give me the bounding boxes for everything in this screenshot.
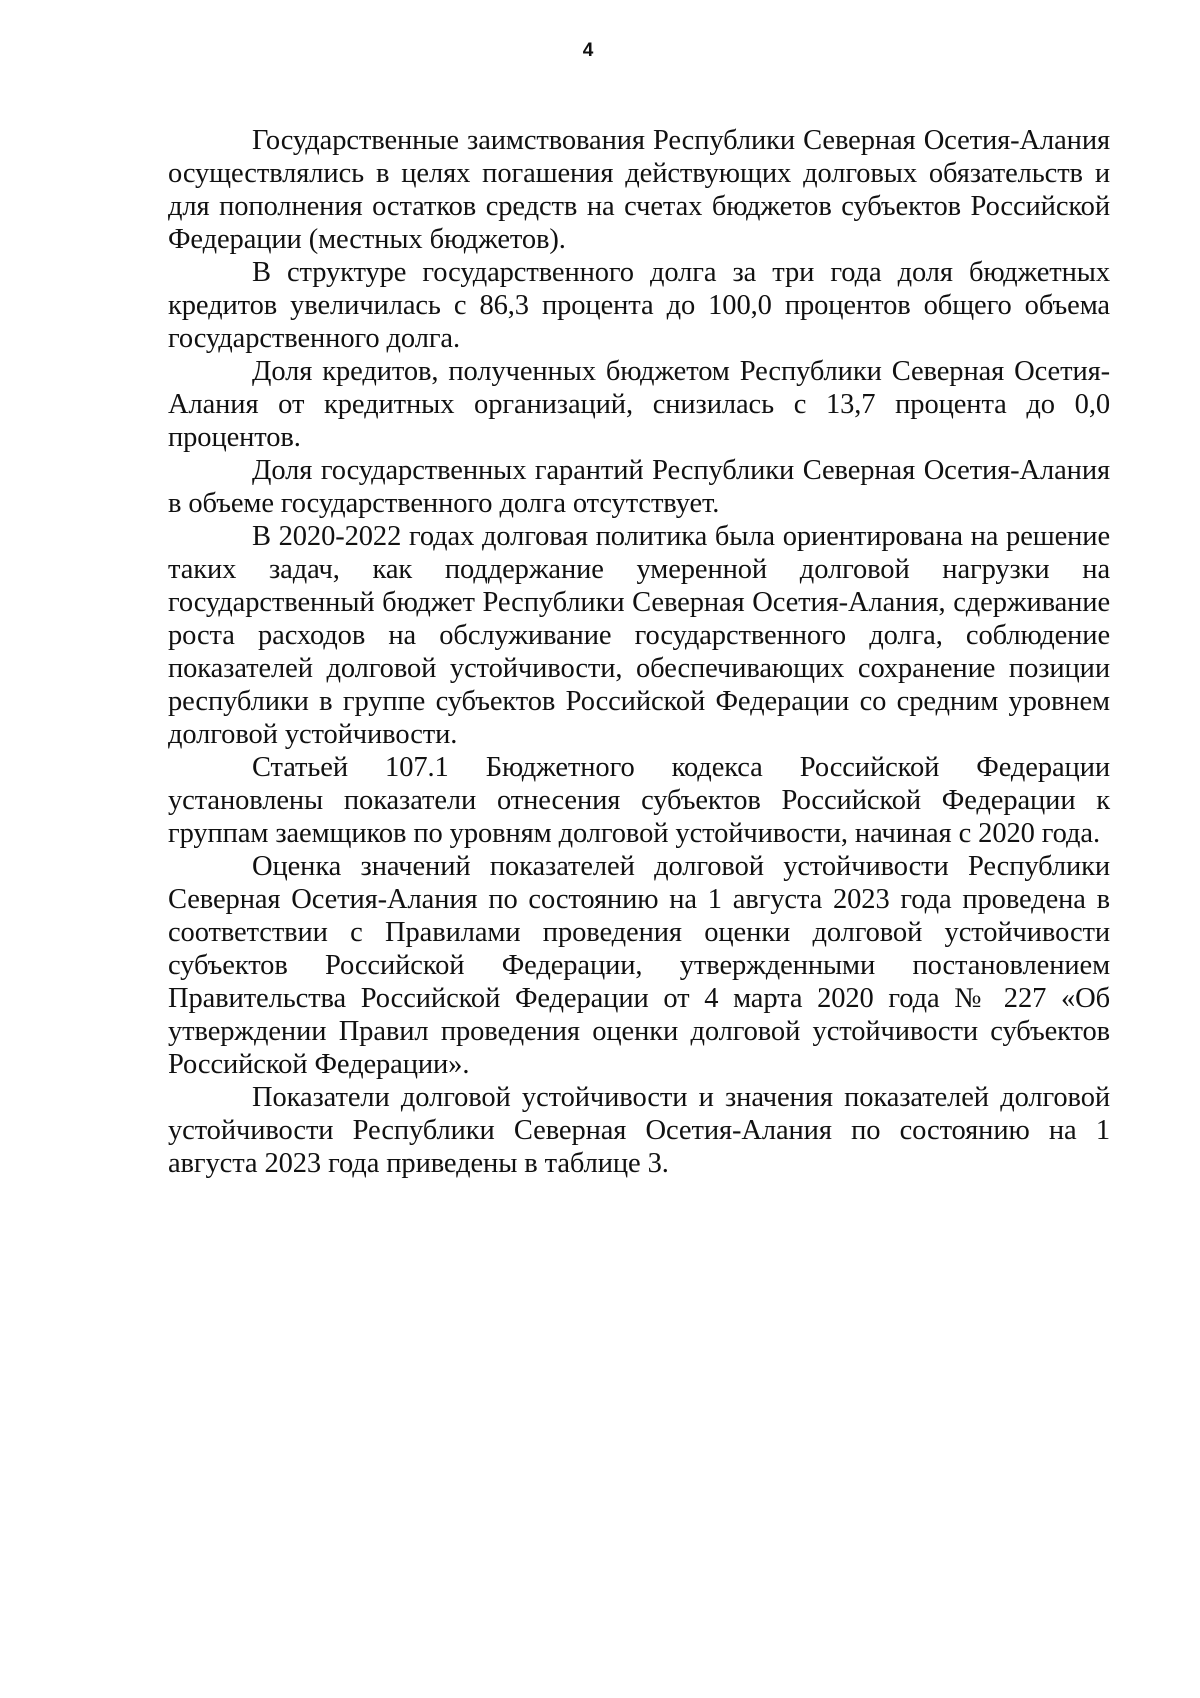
body-text (168, 124, 1110, 1180)
paragraph-table-reference: Показатели долговой устойчивости и значения показателей долговой устойчивости Республики Северная Осетия-Алания по состоянию на 1 августа 2023 года приведены в таблице 3. (168, 1082, 1110, 1179)
paragraph-assessment: Оценка значений показателей долговой устойчивости Республики Северная Осетия-Алания по состоянию на 1 августа 2023 года проведена в соответствии с Правилами проведения оценки долговой устойчивости субъектов Российской Федерации, утвержденными постановлением Правительства Российской Федерации от 4 марта 2020 года № 227 «Об утверждении Правил проведения оценки долговой устойчивости субъектов Российской Федерации». (168, 851, 1110, 1080)
paragraph-debt-structure: В структуре государственного долга за три года доля бюджетных кредитов увеличилась с 86,3 процента до 100,0 процентов общего объема государственного долга. (168, 257, 1110, 354)
paragraph-guarantees: Доля государственных гарантий Республики Северная Осетия-Алания в объеме государственного долга отсутствует. (168, 455, 1110, 519)
paragraph-credit-share: Доля кредитов, полученных бюджетом Республики Северная Осетия-Алания от кредитных организаций, снизилась с 13,7 процента до 0,0 процентов. (168, 356, 1110, 453)
page-number: 4 (582, 40, 594, 61)
paragraph-borrowings: Государственные заимствования Республики Северная Осетия-Алания осуществлялись в целях погашения действующих долговых обязательств и для пополнения остатков средств на счетах бюджетов субъектов Российской Федерации (местных бюджетов). (168, 125, 1110, 255)
paragraph-article-107-1: Статьей 107.1 Бюджетного кодекса Российской Федерации установлены показатели отнесения субъектов Российской Федерации к группам заемщиков по уровням долговой устойчивости, начиная с 2020 года. (168, 752, 1110, 849)
paragraph-debt-policy: В 2020-2022 годах долговая политика была ориентирована на решение таких задач, как поддержание умеренной долговой нагрузки на государственный бюджет Республики Северная Осетия-Алания, сдерживание роста расходов на обслуживание государственного долга, соблюдение показателей долговой устойчивости, обеспечивающих сохранение позиции республики в группе субъектов Российской Федерации со средним уровнем долговой устойчивости. (168, 521, 1110, 750)
